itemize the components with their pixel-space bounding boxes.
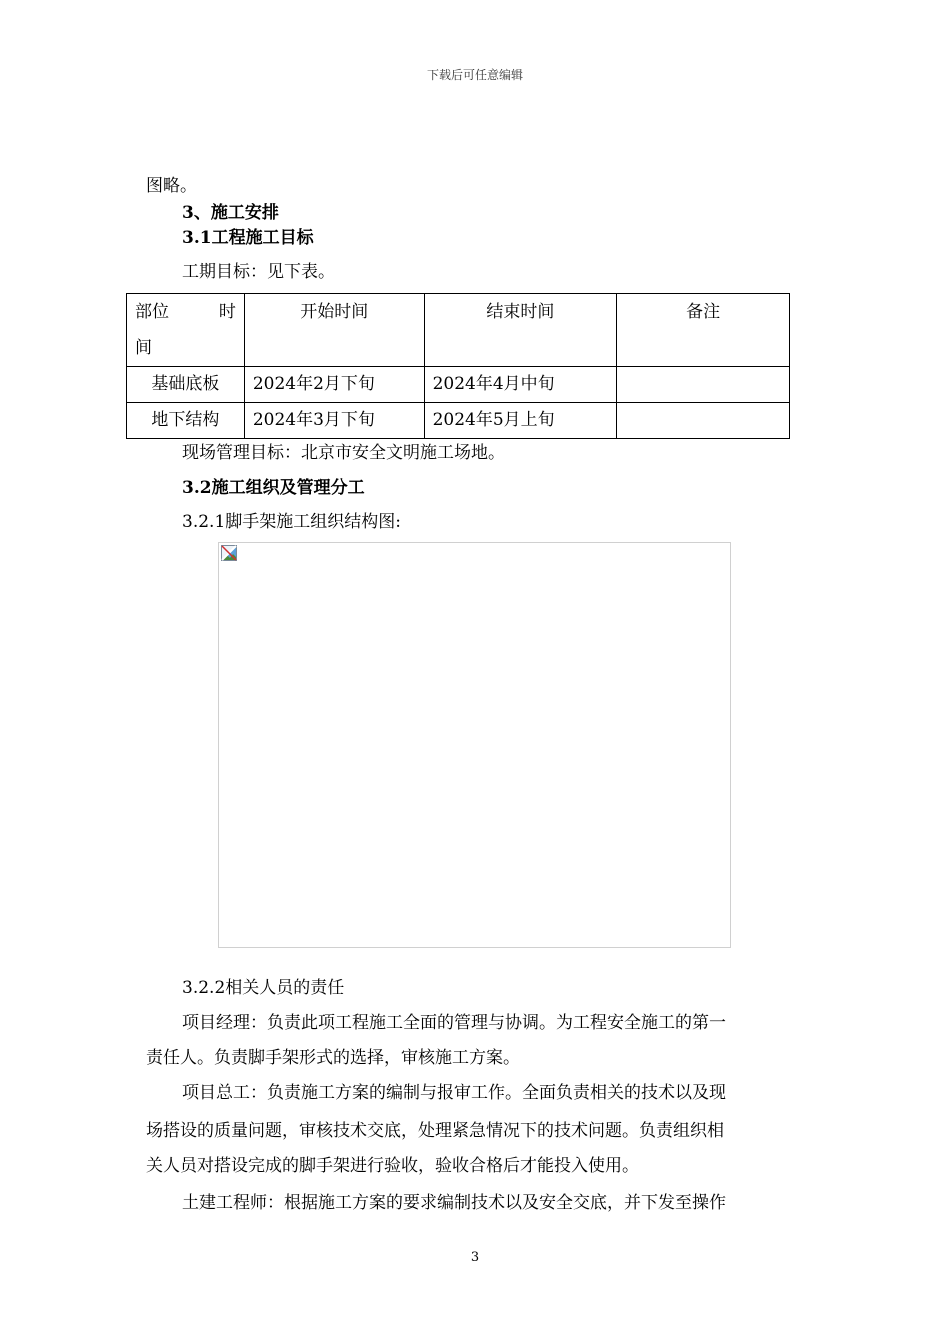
header-end-time: 结束时间	[424, 294, 617, 367]
table-header-row	[127, 294, 790, 367]
schedule-goal-text: 工期目标：见下表。	[182, 262, 335, 282]
table-row	[127, 403, 790, 439]
cell-end: 2024年5月上旬	[424, 403, 617, 439]
section-3-2-1-heading: 3.2.1脚手架施工组织结构图:	[182, 512, 401, 532]
cell-start: 2024年2月下旬	[244, 367, 424, 403]
pm-responsibility-line-2: 责任人。负责脚手架形式的选择，审核施工方案。	[146, 1048, 520, 1068]
cell-note	[617, 403, 790, 439]
ce-responsibility-line-3: 关人员对搭设完成的脚手架进行验收，验收合格后才能投入使用。	[146, 1156, 639, 1176]
civil-engineer-line-1: 土建工程师：根据施工方案的要求编制技术以及安全交底，并下发至操作	[182, 1193, 726, 1213]
schedule-table	[126, 293, 790, 439]
header-start-time: 开始时间	[244, 294, 424, 367]
table-row	[127, 367, 790, 403]
section-3-2-2-heading: 3.2.2相关人员的责任	[182, 978, 345, 998]
section-3-heading: 3、施工安排	[182, 203, 279, 223]
corner-label-time: 时	[218, 302, 236, 322]
header-notes: 备注	[617, 294, 790, 367]
cell-part: 基础底板	[127, 367, 245, 403]
ce-responsibility-line-2: 场搭设的质量问题，审核技术交底，处理紧急情况下的技术问题。负责组织相	[146, 1121, 724, 1141]
table-corner-cell	[127, 294, 245, 367]
cell-start: 2024年3月下旬	[244, 403, 424, 439]
page-header: 下载后可任意编辑	[426, 68, 523, 82]
section-3-1-heading: 3.1工程施工目标	[182, 228, 314, 248]
cell-end: 2024年4月中旬	[424, 367, 617, 403]
section-3-2-heading: 3.2施工组织及管理分工	[182, 478, 365, 498]
corner-label-part: 部位	[135, 302, 169, 322]
corner-label-time-2: 间	[135, 338, 152, 358]
broken-image-icon	[221, 545, 237, 561]
figure-omitted-note: 图略。	[146, 176, 197, 196]
org-chart-figure	[218, 542, 731, 948]
site-goal-text: 现场管理目标：北京市安全文明施工场地。	[182, 443, 505, 463]
ce-responsibility-line-1: 项目总工：负责施工方案的编制与报审工作。全面负责相关的技术以及现	[182, 1083, 726, 1103]
pm-responsibility-line-1: 项目经理：负责此项工程施工全面的管理与协调。为工程安全施工的第一	[182, 1013, 726, 1033]
cell-part: 地下结构	[127, 403, 245, 439]
page-number: 3	[470, 1250, 480, 1265]
cell-note	[617, 367, 790, 403]
